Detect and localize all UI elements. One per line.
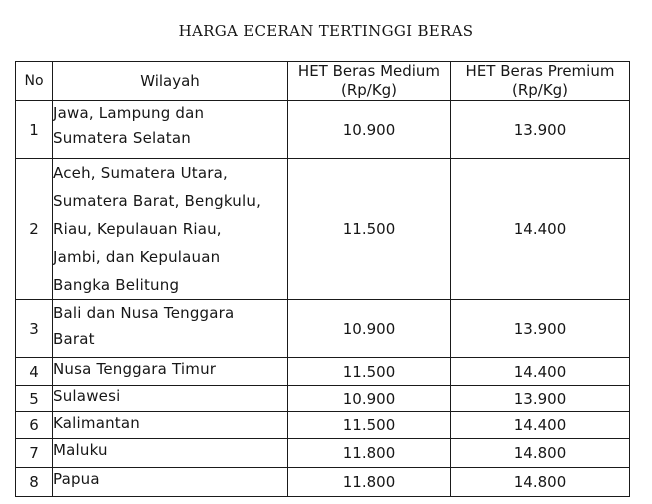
wilayah-line: Nusa Tenggara Timur	[53, 360, 217, 378]
document-title: HARGA ECERAN TERTINGGI BERAS	[178, 22, 474, 40]
header-het-medium-line1: HET Beras Medium	[297, 62, 441, 80]
row-number: 5	[16, 386, 53, 412]
row-number: 3	[16, 300, 53, 358]
wilayah-line: Kalimantan	[53, 414, 140, 432]
wilayah-line: Riau, Kepulauan Riau,	[53, 220, 222, 238]
row-het-premium: 13.900	[451, 386, 630, 412]
row-wilayah	[53, 412, 288, 439]
table-row	[16, 300, 630, 358]
row-het-medium: 10.900	[288, 101, 451, 159]
header-het-medium-line2: (Rp/Kg)	[340, 81, 398, 99]
row-het-medium: 10.900	[288, 300, 451, 358]
row-number: 1	[16, 101, 53, 159]
table-row	[16, 468, 630, 497]
row-het-medium: 11.500	[288, 358, 451, 386]
row-number: 6	[16, 412, 53, 439]
table-row	[16, 159, 630, 300]
header-het-premium-line1: HET Beras Premium	[465, 62, 615, 80]
row-het-medium: 11.500	[288, 159, 451, 300]
row-wilayah	[53, 159, 288, 300]
row-het-premium: 13.900	[451, 300, 630, 358]
header-wilayah: Wilayah	[53, 62, 288, 101]
wilayah-line: Jambi, dan Kepulauan	[53, 248, 221, 266]
wilayah-line: Bali dan Nusa Tenggara	[53, 304, 235, 322]
header-het-premium-line2: (Rp/Kg)	[511, 81, 569, 99]
row-wilayah	[53, 468, 288, 497]
row-number: 7	[16, 439, 53, 468]
row-het-premium: 14.400	[451, 412, 630, 439]
table-row	[16, 358, 630, 386]
wilayah-line: Jawa, Lampung dan	[53, 104, 205, 122]
row-het-medium: 11.500	[288, 412, 451, 439]
wilayah-line: Aceh, Sumatera Utara,	[53, 164, 228, 182]
row-het-premium: 14.800	[451, 468, 630, 497]
wilayah-line: Sumatera Selatan	[53, 129, 191, 147]
row-het-premium: 14.400	[451, 159, 630, 300]
wilayah-line: Sumatera Barat, Bengkulu,	[53, 192, 262, 210]
row-het-premium: 14.800	[451, 439, 630, 468]
header-no: No	[16, 62, 53, 101]
row-het-medium: 11.800	[288, 439, 451, 468]
wilayah-line: Papua	[53, 470, 100, 488]
header-het-medium	[288, 62, 451, 101]
wilayah-line: Barat	[53, 330, 95, 348]
wilayah-line: Maluku	[53, 441, 108, 459]
row-het-premium: 14.400	[451, 358, 630, 386]
table-row	[16, 386, 630, 412]
price-table	[15, 61, 630, 497]
table-row	[16, 101, 630, 159]
header-het-premium	[451, 62, 630, 101]
row-wilayah	[53, 300, 288, 358]
row-wilayah	[53, 439, 288, 468]
row-het-medium: 10.900	[288, 386, 451, 412]
wilayah-line: Bangka Belitung	[53, 276, 180, 294]
row-wilayah	[53, 386, 288, 412]
row-number: 4	[16, 358, 53, 386]
row-wilayah	[53, 358, 288, 386]
row-het-medium: 11.800	[288, 468, 451, 497]
table-row	[16, 439, 630, 468]
row-number: 8	[16, 468, 53, 497]
row-number: 2	[16, 159, 53, 300]
table-row	[16, 412, 630, 439]
table-header-row	[16, 62, 630, 101]
row-het-premium: 13.900	[451, 101, 630, 159]
row-wilayah	[53, 101, 288, 159]
wilayah-line: Sulawesi	[53, 387, 121, 405]
